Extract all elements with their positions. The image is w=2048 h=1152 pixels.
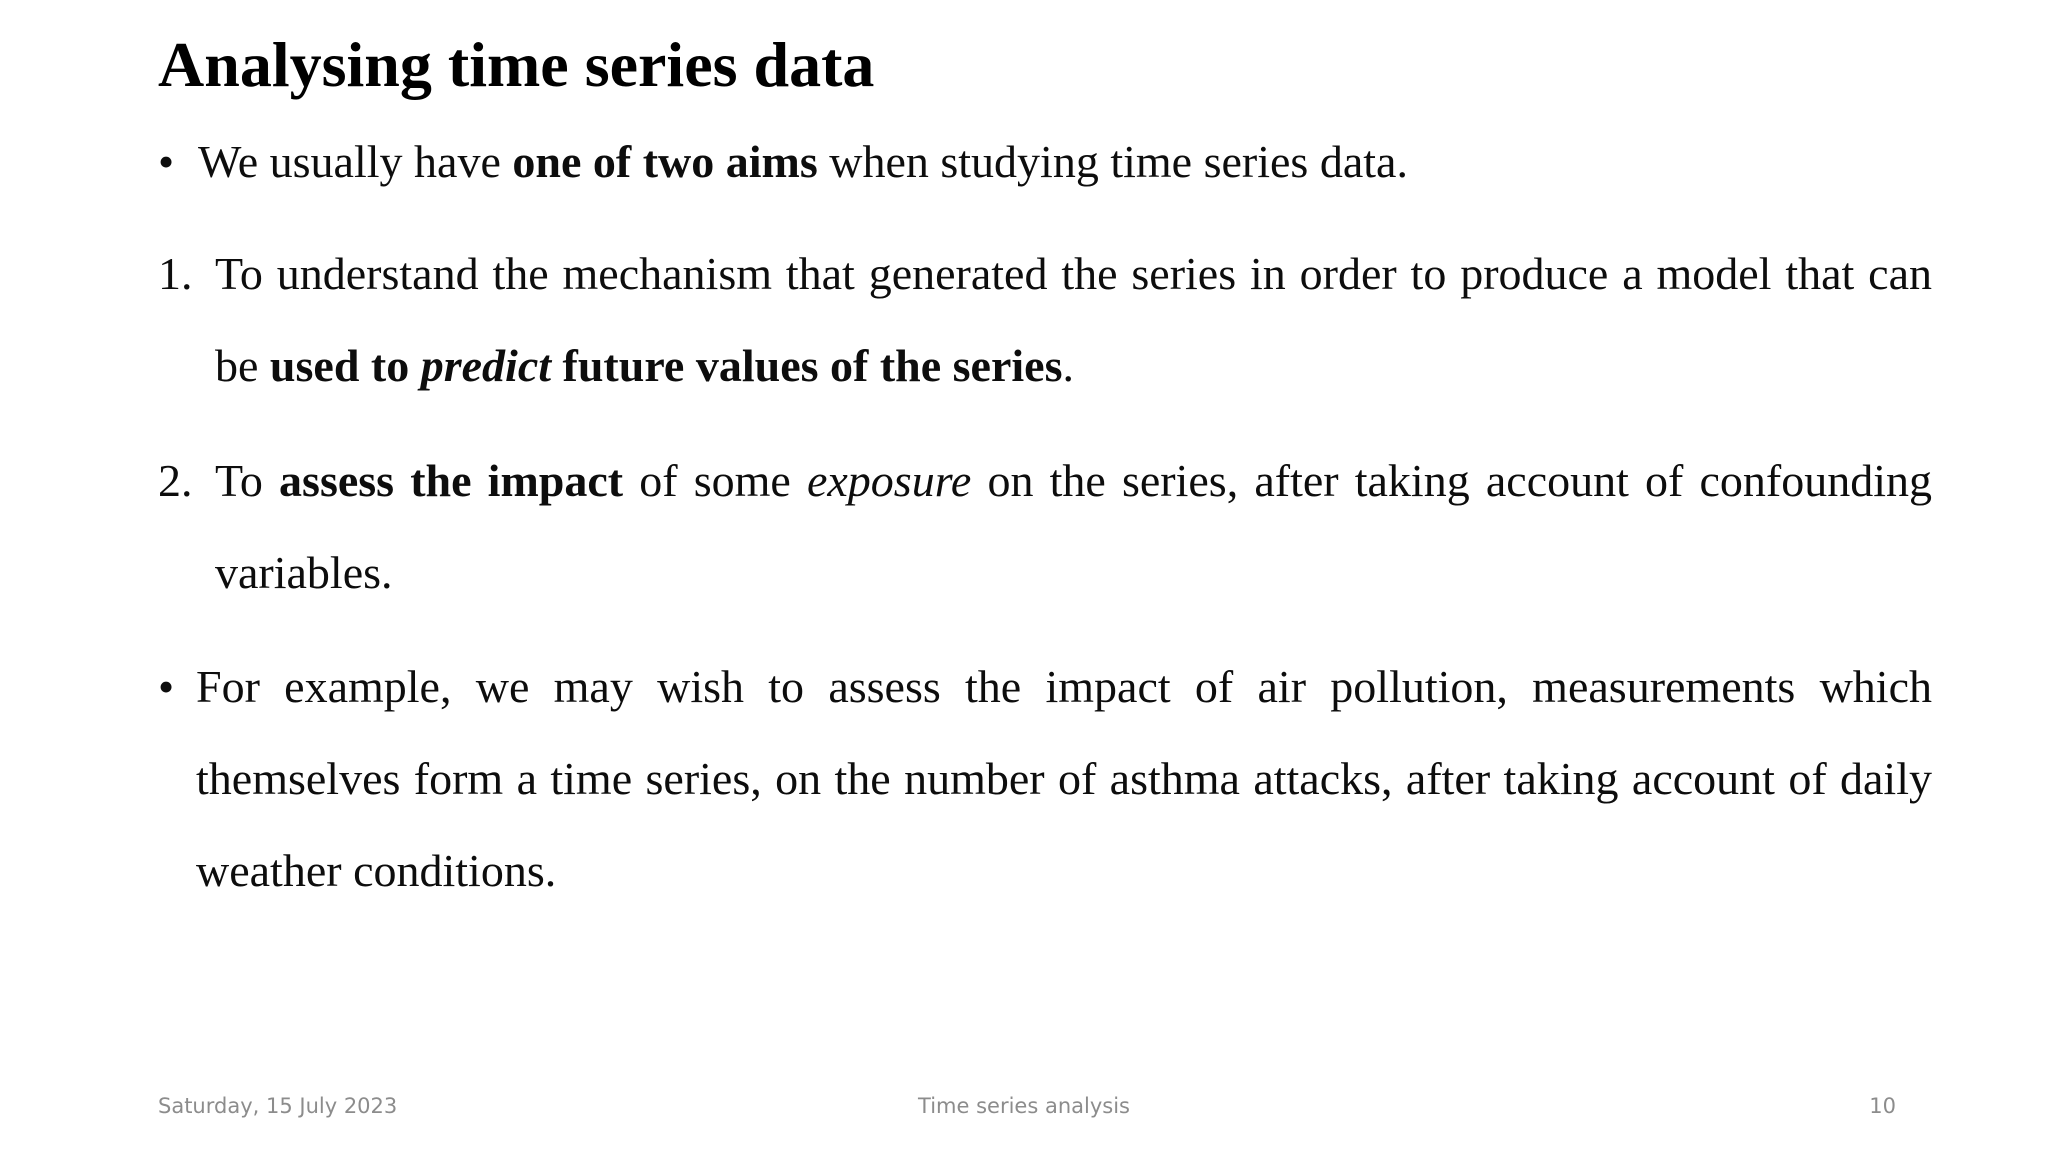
- aim-item-2: [158, 435, 1932, 619]
- footer-title: Time series analysis: [918, 1094, 1130, 1118]
- aim-text-2: [215, 435, 1932, 619]
- footer-date: Saturday, 15 July 2023: [158, 1094, 398, 1118]
- bullet-marker: •: [158, 136, 175, 187]
- slide-title: Analysing time series data: [158, 29, 875, 100]
- intro-bullet: [158, 116, 1932, 208]
- aim-text-1: [215, 228, 1932, 412]
- aim-2-italic: exposure: [806, 455, 972, 506]
- intro-emphasis: one of two aims: [512, 136, 818, 187]
- aim-2-bold: assess the impact: [279, 455, 624, 506]
- bullet-marker: •: [158, 661, 175, 712]
- aim-1-bold-after: future values of the series: [551, 340, 1063, 391]
- aim-2-text-middle: of some: [623, 455, 807, 506]
- aim-1-text-before: To understand the mechanism that generated the series in order to produce a model that can be: [215, 248, 1932, 391]
- aim-number-2: 2.: [158, 455, 193, 506]
- example-bullet: [158, 641, 1932, 917]
- aim-2-text-before: To: [215, 455, 280, 506]
- aim-1-text-after: .: [1062, 340, 1074, 391]
- intro-text-before: We usually have: [198, 136, 513, 187]
- aim-number-1: 1.: [158, 248, 193, 299]
- intro-text-after: when studying time series data.: [817, 136, 1408, 187]
- aim-1-bold-italic: predict: [420, 340, 552, 391]
- aim-item-1: [158, 228, 1932, 412]
- intro-text: [198, 116, 1932, 208]
- page-number: 10: [1869, 1094, 1896, 1118]
- example-text: For example, we may wish to assess the impact of air pollution, measurements which themselves form a time series, on the number of asthma attacks, after taking account of daily weather conditions.: [196, 661, 1932, 896]
- aim-1-bold-before: used to: [269, 340, 421, 391]
- aim-2-text-after: on the series, after taking account of confounding variables.: [215, 455, 1933, 598]
